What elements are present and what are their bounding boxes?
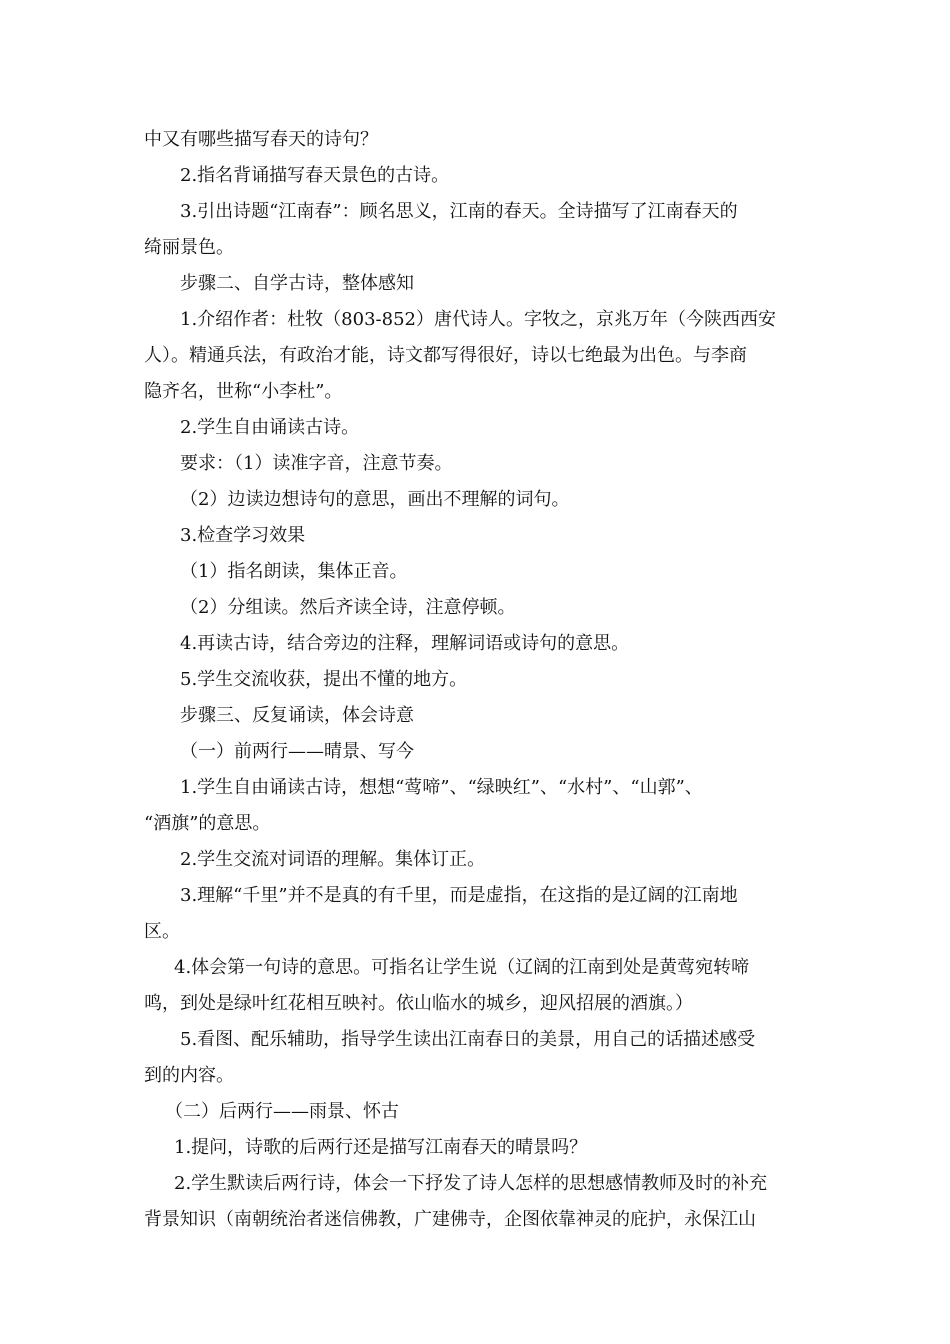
text-line: 绮丽景色。	[144, 237, 234, 258]
subsection-heading: （二）后两行——雨景、怀古	[165, 1101, 399, 1122]
text-line: 2.指名背诵描写春天景色的古诗。	[180, 165, 450, 186]
text-line: （2）边读边想诗句的意思，画出不理解的词句。	[180, 489, 570, 510]
text-line: （1）指名朗读，集体正音。	[180, 561, 408, 582]
text-line: 3.引出诗题“江南春”：顾名思义，江南的春天。全诗描写了江南春天的	[180, 201, 738, 222]
text-line: 鸣，到处是绿叶红花相互映衬。依山临水的城乡，迎风招展的酒旗。）	[144, 993, 693, 1014]
text-line: 区。	[144, 921, 180, 942]
text-line: “酒旗”的意思。	[144, 813, 271, 834]
text-line: 1.介绍作者：杜牧（803-852）唐代诗人。字牧之，京兆万年（今陕西西安	[180, 309, 776, 330]
text-line: 2.学生自由诵读古诗。	[180, 417, 360, 438]
text-line: 2.学生交流对词语的理解。集体订正。	[180, 849, 486, 870]
text-line: 4.体会第一句诗的意思。可指名让学生说（辽阔的江南到处是黄莺宛转啼	[174, 957, 750, 978]
subsection-heading: （一）前两行——晴景、写今	[180, 741, 414, 762]
text-line: 3.检查学习效果	[180, 525, 306, 546]
text-line: 中又有哪些描写春天的诗句？	[144, 129, 378, 150]
text-line: 2.学生默读后两行诗，体会一下抒发了诗人怎样的思想感情教师及时的补充	[174, 1173, 768, 1194]
text-line: （2）分组读。然后齐读全诗，注意停顿。	[180, 597, 516, 618]
text-line: 5.学生交流收获，提出不懂的地方。	[180, 669, 468, 690]
text-line: 隐齐名，世称“小李杜”。	[144, 381, 343, 402]
text-line: 到的内容。	[144, 1065, 234, 1086]
text-line: 人）。精通兵法，有政治才能，诗文都写得很好，诗以七绝最为出色。与李商	[144, 345, 747, 366]
section-heading: 步骤二、自学古诗，整体感知	[180, 273, 414, 294]
text-line: 4.再读古诗，结合旁边的注释，理解词语或诗句的意思。	[180, 633, 630, 654]
text-line: 背景知识（南朝统治者迷信佛教，广建佛寺，企图依靠神灵的庇护，永保江山	[144, 1209, 756, 1230]
text-line: 要求：（1）读准字音，注意节奏。	[180, 453, 453, 474]
text-line: 5.看图、配乐辅助，指导学生读出江南春日的美景，用自己的话描述感受	[180, 1029, 756, 1050]
section-heading: 步骤三、反复诵读，体会诗意	[180, 705, 414, 726]
text-line: 3.理解“千里”并不是真的有千里，而是虚指，在这指的是辽阔的江南地	[180, 885, 738, 906]
text-line: 1.学生自由诵读古诗，想想“莺啼”、“绿映红”、“水村”、“山郭”、	[180, 777, 703, 798]
text-line: 1.提问，诗歌的后两行还是描写江南春天的晴景吗？	[174, 1137, 588, 1158]
